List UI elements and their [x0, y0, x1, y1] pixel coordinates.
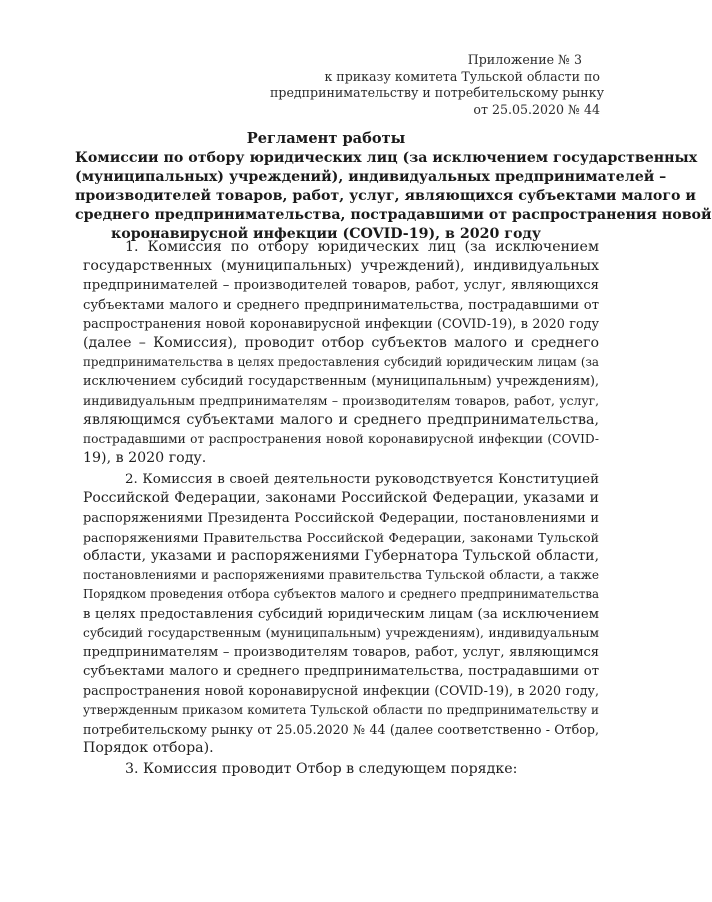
subtitle-line: Комиссии по отбору юридических лиц (за исключением государственных: [75, 150, 698, 166]
paragraph-line: утвержденным приказом комитета Тульской области по предпринимательству и: [83, 702, 599, 717]
subtitle-line: коронавирусной инфекции (COVID-19), в 2020 году: [111, 226, 541, 242]
paragraph-line: исключением субсидий государственным (муниципальным) учреждениям),: [83, 374, 599, 390]
paragraph-line: 2. Комиссия в своей деятельности руководствуется Конституцией: [125, 472, 599, 488]
paragraph-line: Порядок отбора).: [83, 739, 214, 756]
paragraph-line: (далее – Комиссия), проводит отбор субъектов малого и среднего: [83, 334, 599, 351]
paragraph-1: [83, 238, 599, 468]
paragraph-line: субъектами малого и среднего предпринимательства, пострадавшими от: [83, 664, 599, 680]
paragraph-line: в целях предоставления субсидий юридическим лицам (за исключением: [83, 606, 599, 622]
paragraph-line: предпринимателей – производителей товаров, работ, услуг, являющихся: [83, 278, 599, 294]
paragraph-line: предпринимателям – производителям товаров, работ, услуг, являющимся: [83, 644, 599, 660]
paragraph-line: 3. Комиссия проводит Отбор в следующем порядке:: [125, 761, 518, 778]
paragraph-line: пострадавшими от распространения новой коронавирусной инфекции (COVID-: [83, 431, 599, 446]
paragraph-line: 1. Комиссия по отбору юридических лиц (за исключением: [125, 239, 599, 255]
paragraph-line: области, указами и распоряжениями Губернатора Тульской области,: [83, 548, 599, 564]
appendix-line: от 25.05.2020 № 44: [473, 101, 600, 117]
paragraph-2: [83, 470, 599, 758]
subtitle-line: среднего предпринимательства, пострадавшими от распространения новой: [75, 207, 712, 223]
paragraph-line: распоряжениями Правительства Российской Федерации, законами Тульской: [83, 529, 599, 545]
document-subtitle: [75, 149, 712, 244]
paragraph-line: потребительскому рынку от 25.05.2020 № 44 (далее соответственно - Отбор,: [83, 721, 599, 737]
paragraph-line: Порядком проведения отбора субъектов малого и среднего предпринимательства: [83, 587, 599, 602]
paragraph-line: субъектами малого и среднего предпринимательства, пострадавшими от: [83, 297, 599, 313]
paragraph-line: 19), в 2020 году.: [83, 450, 207, 467]
paragraph-line: являющимся субъектами малого и среднего предпринимательства,: [83, 411, 599, 428]
paragraph-3: [83, 760, 599, 779]
appendix-line: к приказу комитета Тульской области по: [324, 68, 600, 84]
document-body: [83, 238, 599, 779]
paragraph-line: индивидуальным предпринимателям – производителям товаров, работ, услуг,: [83, 393, 599, 408]
paragraph-line: предпринимательства в целях предоставления субсидий юридическим лицам (за: [83, 355, 599, 370]
paragraph-line: Российской Федерации, законами Российской Федерации, указами и: [83, 490, 599, 507]
appendix-line: предпринимательству и потребительскому рынку: [270, 85, 604, 101]
document-title: Регламент работы: [246, 130, 406, 147]
subtitle-line: производителей товаров, работ, услуг, являющихся субъектами малого и: [75, 188, 696, 204]
appendix-header: [270, 52, 604, 118]
paragraph-line: субсидий государственным (муниципальным) учреждениям), индивидуальным: [83, 625, 599, 640]
paragraph-line: государственных (муниципальных) учреждений), индивидуальных: [83, 258, 599, 275]
subtitle-line: (муниципальных) учреждений), индивидуальных предпринимателей –: [75, 169, 667, 185]
paragraph-line: распространения новой коронавирусной инфекции (COVID-19), в 2020 году: [83, 316, 599, 332]
paragraph-line: распространения новой коронавирусной инфекции (COVID-19), в 2020 году,: [83, 683, 599, 699]
paragraph-line: постановлениями и распоряжениями правительства Тульской области, а также: [83, 568, 599, 583]
appendix-line: Приложение № 3: [467, 52, 582, 67]
paragraph-line: распоряжениями Президента Российской Федерации, постановлениями и: [83, 510, 599, 526]
